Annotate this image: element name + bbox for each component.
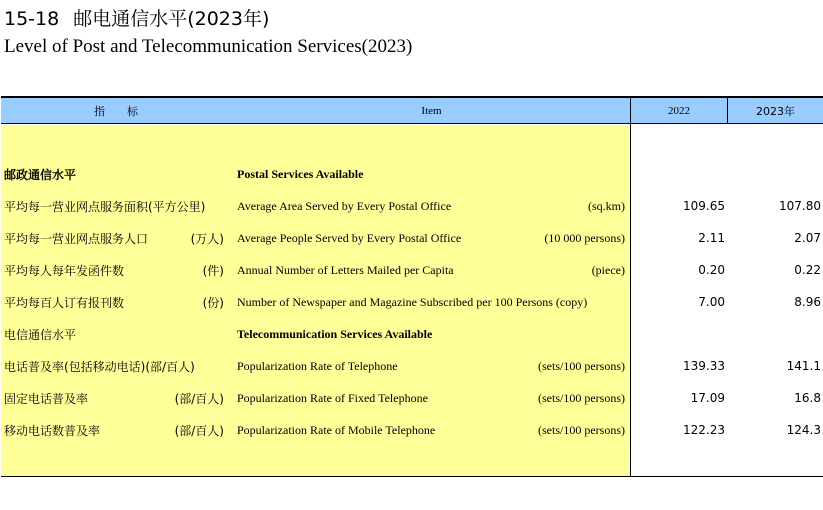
table-row [0, 190, 823, 222]
value-2023: 107.80 [779, 199, 821, 213]
row-label-cn: 电信通信水平 [4, 327, 77, 342]
row-label-en: Popularization Rate of Fixed Telephone [237, 390, 428, 405]
row-label-cn: 电话普及率(包括移动电话)(部/百人) [4, 359, 195, 374]
value-2022: 109.65 [683, 199, 725, 213]
value-2023: 141.1 [786, 359, 821, 373]
table-row [0, 382, 823, 414]
value-2023: 16.8 [794, 391, 821, 405]
row-label-cn: 移动电话数普及率 (部/百人) [4, 423, 224, 438]
row-unit-en: (piece) [591, 262, 625, 277]
page-title-en: Level of Post and Telecommunication Services(2023) [4, 36, 413, 57]
row-label-en: Postal Services Available [237, 166, 364, 181]
row-label-cn: 平均每百人订有报刊数 (份) [4, 295, 224, 310]
row-unit-en: (sets/100 persons) [538, 390, 625, 405]
value-2022: 0.20 [698, 263, 725, 277]
row-label-cn: 平均每人每年发函件数 (件) [4, 263, 224, 278]
page-title-cn [4, 4, 269, 31]
table-row [0, 286, 823, 318]
table-bottom-border [1, 476, 823, 477]
row-label-cn: 固定电话普及率 (部/百人) [4, 391, 224, 406]
value-2022: 7.00 [698, 295, 725, 309]
table-row [0, 414, 823, 446]
table-row [0, 350, 823, 382]
value-2022: 2.11 [698, 231, 725, 245]
row-label-en: Average People Served by Every Postal Office [237, 230, 462, 245]
table-row [0, 222, 823, 254]
header-2023: 2023年 [727, 98, 823, 123]
value-2023: 2.07 [794, 231, 821, 245]
header-indicator: 指 标 [94, 104, 138, 118]
row-unit-en: (sets/100 persons) [538, 422, 625, 437]
row-label-cn: 平均每一营业网点服务面积(平方公里) [4, 199, 206, 214]
row-label-en: Popularization Rate of Telephone [237, 358, 398, 373]
row-unit-en: (sets/100 persons) [538, 358, 625, 373]
value-2022: 122.23 [683, 423, 725, 437]
row-label-en: Popularization Rate of Mobile Telephone [237, 422, 436, 437]
value-2022: 139.33 [683, 359, 725, 373]
value-2023: 8.96 [794, 295, 821, 309]
row-unit-en: (sq.km) [588, 198, 625, 213]
row-label-en: Average Area Served by Every Postal Office [237, 198, 452, 213]
table-header [1, 96, 823, 124]
header-item: Item [421, 104, 442, 117]
row-label-en: Annual Number of Letters Mailed per Capita [237, 262, 454, 277]
value-2023: 0.22 [794, 263, 821, 277]
table-row [0, 254, 823, 286]
table-row [0, 158, 823, 190]
row-label-en: Telecommunication Services Available [237, 326, 433, 341]
row-unit-en: (10 000 persons) [544, 230, 625, 245]
row-label-cn: 邮政通信水平 [4, 167, 77, 182]
table-number: 15-18 [4, 8, 60, 30]
title-cn-text: 邮电通信水平(2023年) [73, 8, 270, 30]
header-2022: 2022 [630, 98, 727, 123]
row-label-en: Number of Newspaper and Magazine Subscribed per 100 Persons (copy) [237, 294, 588, 309]
value-2022: 17.09 [690, 391, 725, 405]
table-row [0, 318, 823, 350]
value-2023: 124.3 [786, 423, 821, 437]
row-label-cn: 平均每一营业网点服务人口 (万人) [4, 231, 224, 246]
